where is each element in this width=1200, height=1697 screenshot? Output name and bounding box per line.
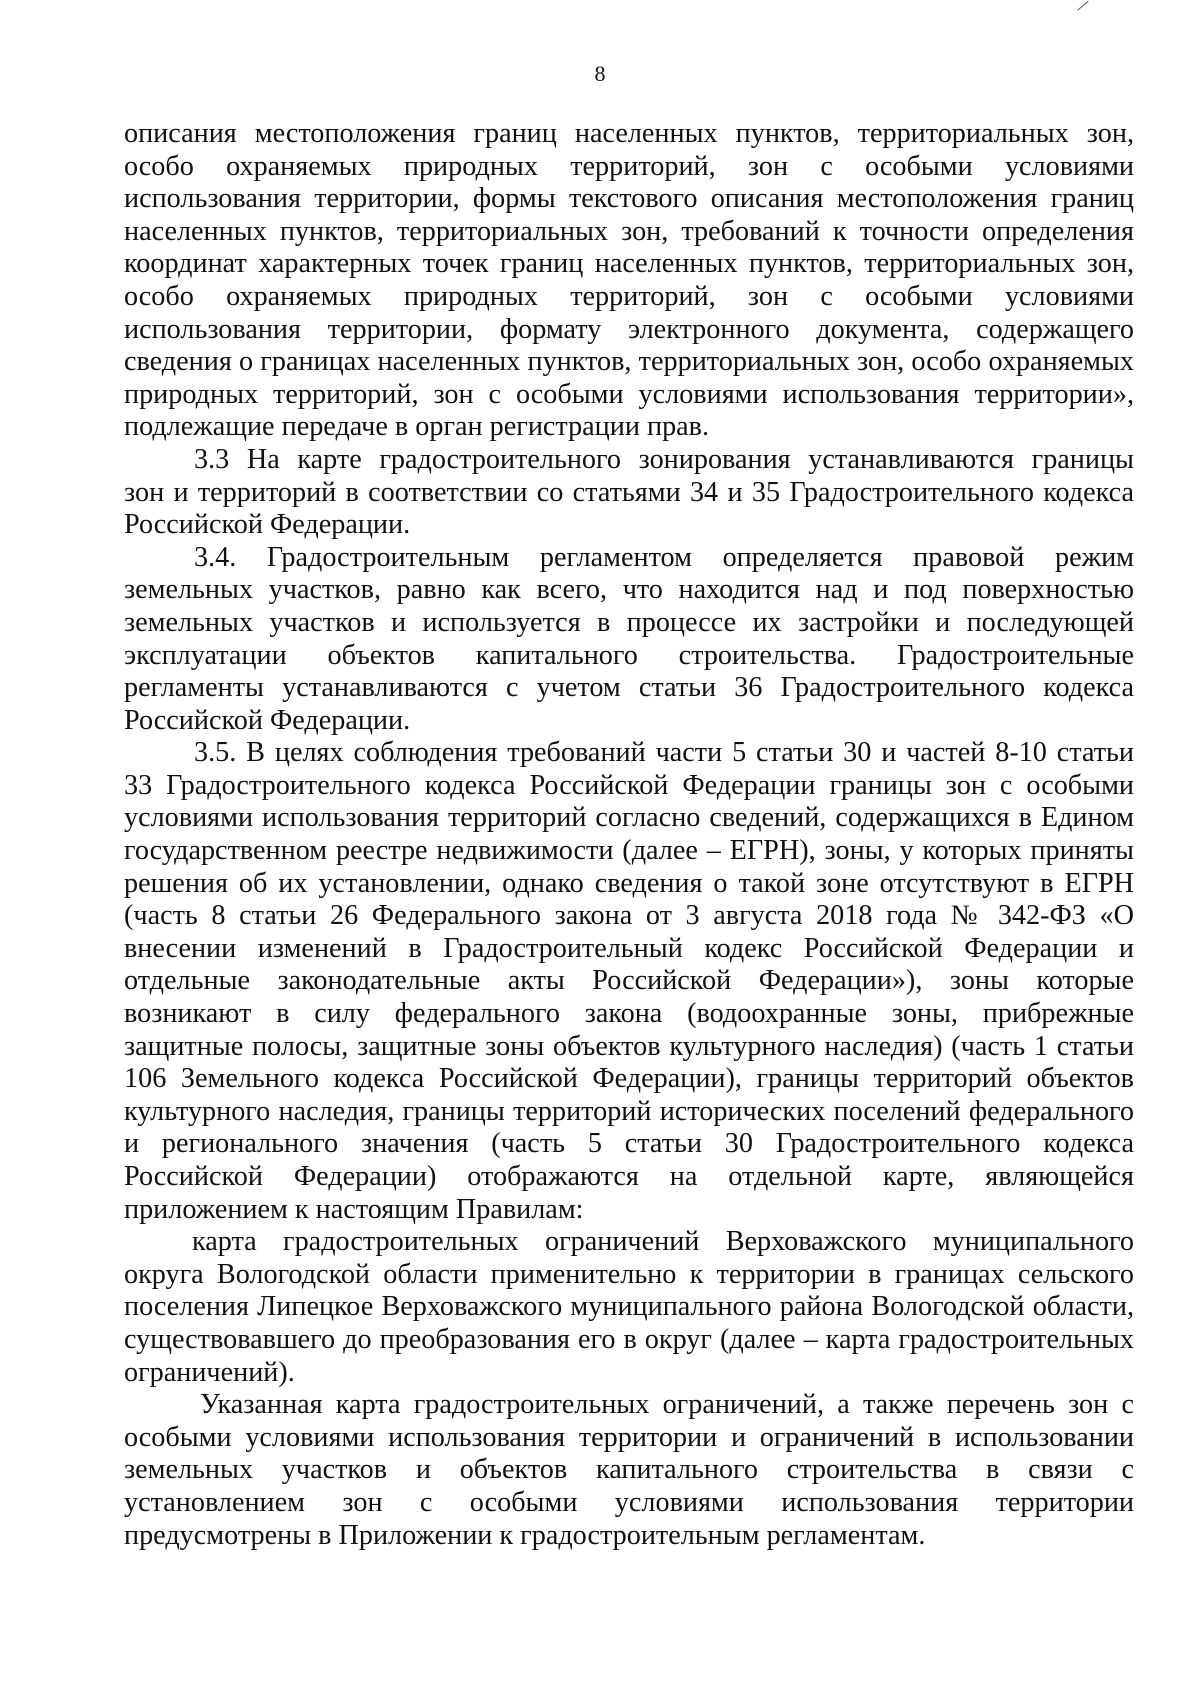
- text-line: 33 Градостроительного кодекса Российской Федерации границы зон с особыми: [124, 769, 1134, 801]
- text-line: эксплуатации объектов капитального строительства. Градостроительные: [124, 639, 1134, 671]
- text-line: 106 Земельного кодекса Российской Федерации), границы территорий объектов: [124, 1063, 1134, 1095]
- text-line: культурного наследия, границы территорий исторических поселений федерального: [124, 1095, 1134, 1127]
- text-line: координат характерных точек границ населенных пунктов, территориальных зон,: [124, 248, 1134, 280]
- text-line: возникают в силу федерального закона (водоохранные зоны, прибрежные: [124, 998, 1134, 1030]
- text-line: зон и территорий в соответствии со статьями 34 и 35 Градостроительного кодекса: [124, 476, 1134, 508]
- text-line: Российской Федерации.: [124, 509, 411, 541]
- text-line: описания местоположения границ населенных пунктов, территориальных зон,: [124, 118, 1134, 149]
- text-line: использования территории, формату электронного документа, содержащего: [124, 313, 1134, 345]
- text-line: подлежащие передаче в орган регистрации прав.: [124, 411, 710, 443]
- text-line: существовавшего до преобразования его в округ (далее – карта градостроительных: [124, 1323, 1134, 1355]
- text-line: Российской Федерации.: [124, 704, 411, 736]
- text-line: населенных пунктов, территориальных зон, требований к точности определения: [124, 215, 1134, 247]
- text-line: карта градостроительных ограничений Верховажского муниципального: [192, 1226, 1134, 1258]
- text-line: приложением к настоящим Правилам:: [124, 1193, 584, 1225]
- text-line: (часть 8 статьи 26 Федерального закона от 3 августа 2018 года № 342-ФЗ «О: [124, 900, 1134, 932]
- text-line: земельных участков и объектов капитального строительства в связи с: [124, 1454, 1134, 1486]
- scan-corner-mark: [1073, 0, 1088, 11]
- text-line: Российской Федерации) отображаются на отдельной карте, являющейся: [124, 1161, 1134, 1192]
- text-line: 3.3 На карте градостроительного зонирования устанавливаются границы: [194, 443, 1134, 475]
- text-line: сведения о границах населенных пунктов, территориальных зон, особо охраняемых: [124, 346, 1134, 378]
- text-line: 3.5. В целях соблюдения требований части 5 статьи 30 и частей 8-10 статьи: [194, 737, 1134, 769]
- text-line: условиями использования территорий согласно сведений, содержащихся в Едином: [124, 802, 1134, 834]
- text-line: регламенты устанавливаются с учетом статьи 36 Градостроительного кодекса: [124, 672, 1134, 704]
- text-line: особо охраняемых природных территорий, зон с особыми условиями: [124, 280, 1134, 312]
- text-line: ограничений).: [124, 1356, 295, 1388]
- text-line: использования территории, формы текстового описания местоположения границ: [124, 183, 1134, 215]
- text-line: земельных участков и используется в процессе их застройки и последующей: [124, 606, 1134, 638]
- text-line: особыми условиями использования территории и ограничений в использовании: [124, 1421, 1134, 1453]
- text-line: природных территорий, зон с особыми условиями использования территории»,: [124, 378, 1134, 410]
- page-number: 8: [594, 61, 606, 86]
- text-line: округа Вологодской области применительно к территории в границах сельского: [124, 1258, 1134, 1290]
- text-line: особо охраняемых природных территорий, зон с особыми условиями: [124, 150, 1134, 182]
- text-line: установлением зон с особыми условиями использования территории: [124, 1486, 1134, 1518]
- text-line: земельных участков, равно как всего, что находится над и под поверхностью: [124, 574, 1134, 606]
- text-line: защитные полосы, защитные зоны объектов культурного наследия) (часть 1 статьи: [124, 1030, 1134, 1062]
- text-line: 3.4. Градостроительным регламентом определяется правовой режим: [194, 541, 1134, 573]
- text-line: Указанная карта градостроительных ограничений, а также перечень зон с: [200, 1389, 1134, 1421]
- text-line: государственном реестре недвижимости (далее – ЕГРН), зоны, у которых приняты: [124, 835, 1134, 867]
- text-line: поселения Липецкое Верховажского муниципального района Вологодской области,: [124, 1291, 1134, 1323]
- document-body: [124, 118, 1134, 1552]
- text-line: решения об их установлении, однако сведения о такой зоне отсутствуют в ЕГРН: [124, 867, 1134, 899]
- text-line: внесении изменений в Градостроительный кодекс Российской Федерации и: [124, 932, 1134, 964]
- text-line: и регионального значения (часть 5 статьи 30 Градостроительного кодекса: [124, 1128, 1134, 1160]
- text-line: предусмотрены в Приложении к градостроительным регламентам.: [124, 1519, 926, 1551]
- text-line: отдельные законодательные акты Российской Федерации»), зоны которые: [124, 965, 1134, 997]
